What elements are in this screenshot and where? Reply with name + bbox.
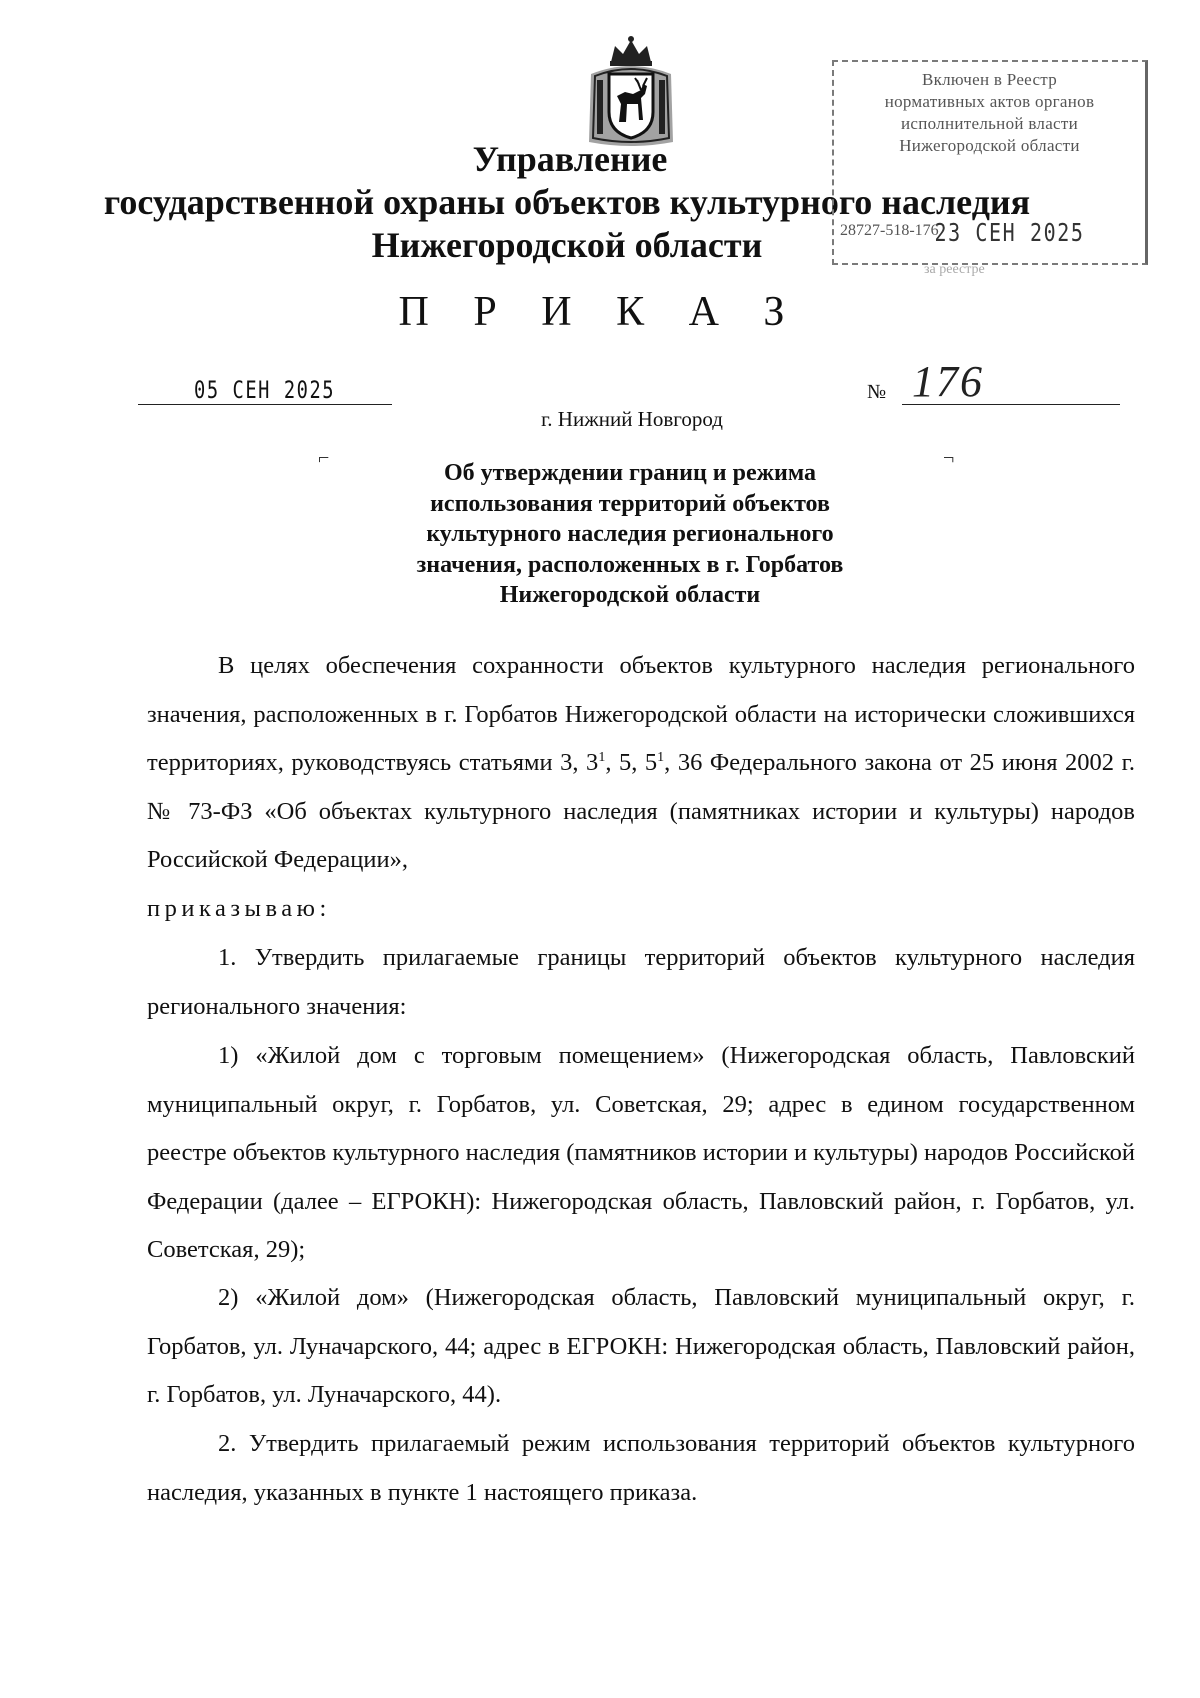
preamble-text-c: , 36 Федерального закона от 25 июня 2002 г. № 73-ФЗ «Об объектах культурного наследия (памятниках истории и культуры) народов Российской Федерации», [147,749,1136,873]
subject-line: Об утверждении границ и режима [443,460,817,486]
subject-line: культурного наследия регионального [426,521,834,547]
superscript: 1 [598,749,606,765]
subject-line: использования территорий объектов [430,490,830,517]
preamble-text-b: , 5, 5 [605,749,658,776]
city-line: г. Нижний Новгород [541,407,723,431]
clause-1-2-paragraph [147,1274,1135,1420]
preamble-paragraph [147,642,1135,933]
subject-line: Нижегородской области [499,582,761,608]
clause-1-1-paragraph [147,1032,1135,1275]
clause-1-2-text: 2) «Жилой дом» (Нижегородская область, Павловский муниципальный округ, г. Горбатов, ул. Луначарского, 44; адрес в ЕГРОКН: Нижегородская область, Павловский район, г. Горбатов, ул. Луначарского, 44). [147,1284,1135,1408]
clause-2-paragraph [147,1420,1135,1517]
stamp-line: исполнительной власти [900,114,1079,133]
stamp-registration-number: 28727-518-176 [840,222,939,239]
header-org-line-3: Нижегородской области [371,225,763,265]
stamp-line: нормативных актов органов [884,92,1095,111]
header-org-line-1: Управление [472,139,668,179]
stamp-line: Включен в Реестр [921,70,1058,89]
subject-line: значения, расположенных в г. Горбатов [416,551,844,578]
order-word: приказываю: [147,894,331,922]
corner-mark-right-icon: ¬ [943,447,955,469]
clause-2-text: 2. Утвердить прилагаемый режим использования территорий объектов культурного наследия, указанных в пункте 1 настоящего приказа. [147,1430,1135,1506]
order-date-field [138,378,392,405]
preamble-text-a: В целях обеспечения сохранности объектов культурного наследия регионального значения, расположенных в г. Горбатов Нижегородской области на исторически сложившихся территориях, руководствуясь статьями 3, 3 [147,652,1135,776]
header-org-line-2: государственной охраны объектов культурного наследия [103,182,1031,222]
order-number-field [902,357,1120,406]
clause-1-1-text: 1) «Жилой дом с торговым помещением» (Нижегородская область, Павловский муниципальный округ, г. Горбатов, ул. Советская, 29; адрес в едином государственном реестре объектов культурного наследия (памятников истории и культуры) народов Российской Федерации (далее – ЕГРОКН): Нижегородская область, Павловский район, г. Горбатов, ул. Советская, 29); [147,1042,1135,1263]
order-date: 05 СЕН 2025 [194,376,336,404]
order-number-label: № [867,381,887,403]
order-subject [300,458,960,611]
stamp-faint-text: за реестре [924,262,985,277]
stamp-line: Нижегородской области [899,136,1080,155]
superscript: 1 [657,749,665,765]
stamp-registration-wrap [832,60,1148,265]
corner-mark-left-icon: ⌐ [318,447,330,469]
clause-1-paragraph [147,934,1135,1031]
order-number: 176 [912,357,984,406]
document-title: П Р И К А З [398,289,802,335]
stamp-date: 23 СЕН 2025 [934,218,1085,247]
clause-1-text: 1. Утвердить прилагаемые границы территорий объектов культурного наследия регионального значения: [147,944,1135,1020]
coat-of-arms-emblem [581,34,681,149]
